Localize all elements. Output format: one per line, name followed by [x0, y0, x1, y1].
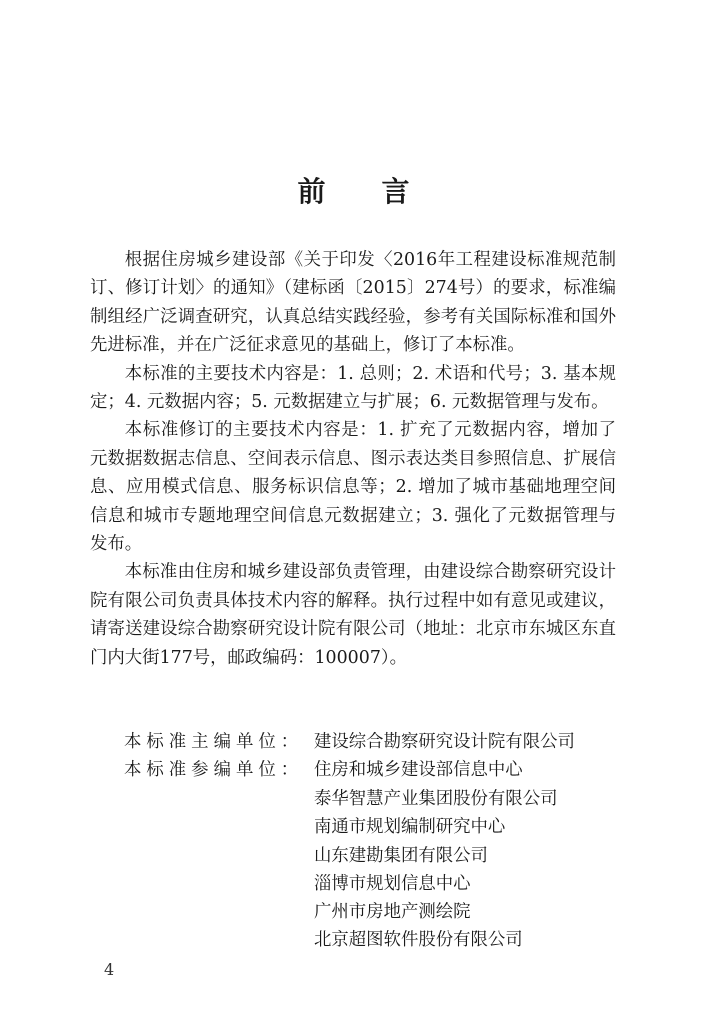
co-editor-name: 淄博市规划信息中心: [314, 874, 471, 894]
co-editor-name: 山东建勘集团有限公司: [314, 846, 488, 866]
co-editor-name: 住房和城乡建设部信息中心: [314, 760, 523, 780]
co-editor-label: 本标准参编单位：: [124, 760, 304, 780]
paragraph-management: 本标准由住房和城乡建设部负责管理，由建设综合勘察研究设计院有限公司负责具体技术内容的解释。执行过程中如有意见或建议，请寄送建设综合勘察研究设计院有限公司（地址：北京市东城区东直门内大街177号，邮政编码：100007）。: [90, 562, 616, 668]
co-editor-name: 广州市房地产测绘院: [314, 902, 471, 922]
chief-editor-name: 建设综合勘察研究设计院有限公司: [314, 732, 575, 752]
co-editor-name: 南通市规划编制研究中心: [314, 817, 506, 837]
page-number: 4: [104, 960, 115, 979]
co-editor-name: 北京超图软件股份有限公司: [314, 930, 523, 950]
paragraph-main-content: 本标准的主要技术内容是：1. 总则；2. 术语和代号；3. 基本规定；4. 元数据内容；5. 元数据建立与扩展；6. 元数据管理与发布。: [90, 363, 616, 413]
co-editor-name: 泰华智慧产业集团股份有限公司: [314, 789, 558, 809]
paragraph-basis: 根据住房城乡建设部《关于印发〈2016年工程建设标准规范制订、修订计划〉的通知》（建标函〔2015〕274号）的要求，标准编制组经广泛调查研究，认真总结实践经验，参考有关国际标准和国外先进标准，并在广泛征求意见的基础上，修订了本标准。: [90, 250, 616, 356]
page-title: 前言: [297, 175, 466, 208]
preface-body: [90, 246, 616, 672]
paragraph-revision-content: 本标准修订的主要技术内容是：1. 扩充了元数据内容，增加了元数据数据志信息、空间表示信息、图示表达类目参照信息、扩展信息、应用模式信息、服务标识信息等；2. 增加了城市基础地理空间信息和城市专题地理空间信息元数据建立；3. 强化了元数据管理与发布。: [90, 420, 616, 555]
chief-editor-label: 本标准主编单位：: [124, 732, 304, 752]
